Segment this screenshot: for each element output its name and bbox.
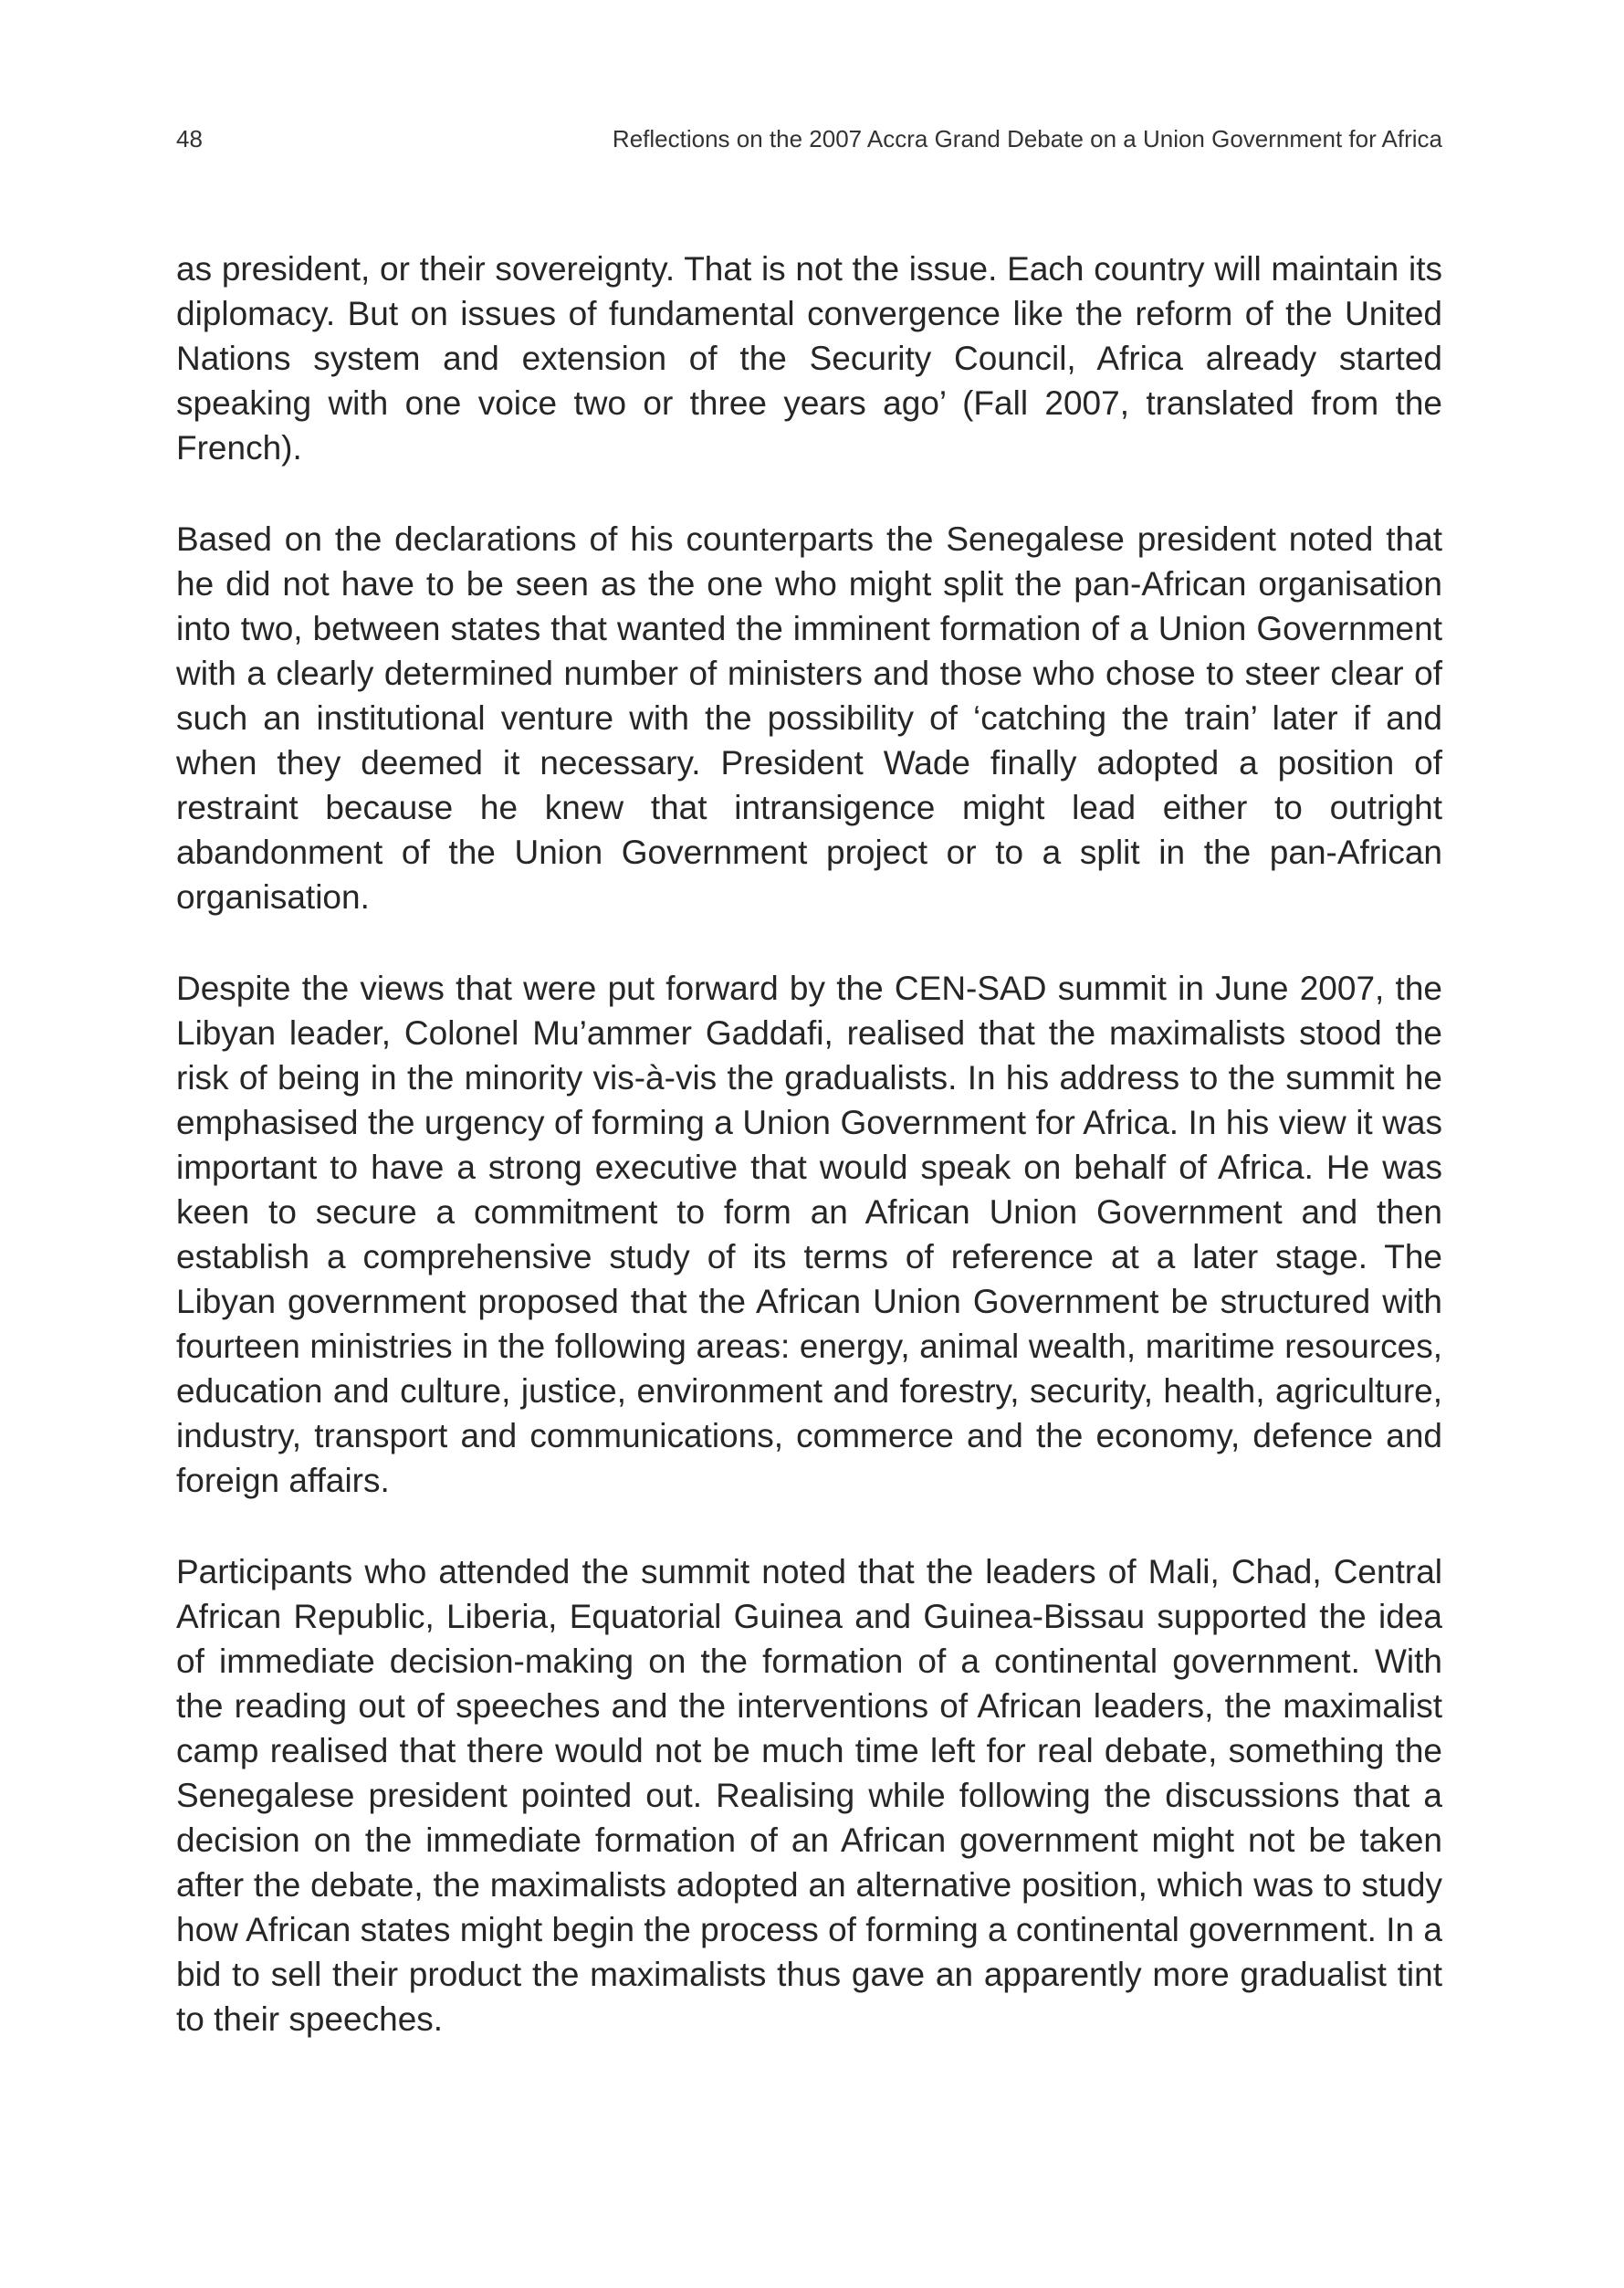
page-number: 48 <box>176 125 203 152</box>
running-title: Reflections on the 2007 Accra Grand Debate on a Union Government for Africa <box>612 125 1442 152</box>
paragraph-2: Based on the declarations of his counterparts the Senegalese president noted that he did not have to be seen as the one who might split the pan-African organisation into two, between states that wanted the imminent formation of a Union Government with a clearly determined number of ministers and those who chose to steer clear of such an institutional venture with the possibility of ‘catching the train’ later if and when they deemed it necessary. President Wade finally adopted a position of restraint because he knew that intransigence might lead either to outright abandonment of the Union Government project or to a split in the pan-African organisation. <box>176 520 1442 916</box>
paragraph-1: as president, or their sovereignty. That is not the issue. Each country will maintain its diplomacy. But on issues of fundamental convergence like the reform of the United Nations system and extension of the Security Council, Africa already started speaking with one voice two or three years ago’ (Fall 2007, translated from the French). <box>176 250 1442 467</box>
paragraph-4: Participants who attended the summit noted that the leaders of Mali, Chad, Central African Republic, Liberia, Equatorial Guinea and Guinea-Bissau supported the idea of immediate decision-making on the formation of a continental government. With the reading out of speeches and the interventions of African leaders, the maximalist camp realised that there would not be much time left for real debate, something the Senegalese president pointed out. Realising while following the discussions that a decision on the immediate formation of an African government might not be taken after the debate, the maximalists adopted an alternative position, which was to study how African states might begin the process of forming a continental government. In a bid to sell their product the maximalists thus gave an apparently more gradualist tint to their speeches. <box>176 1553 1442 2038</box>
running-header <box>176 121 1442 157</box>
body-text <box>176 247 1442 2041</box>
paragraph-3: Despite the views that were put forward by the CEN-SAD summit in June 2007, the Libyan leader, Colonel Mu’ammer Gaddafi, realised that the maximalists stood the risk of being in the minority vis-à-vis the gradualists. In his address to the summit he emphasised the urgency of forming a Union Government for Africa. In his view it was important to have a strong executive that would speak on behalf of Africa. He was keen to secure a commitment to form an African Union Government and then establish a comprehensive study of its terms of reference at a later stage. The Libyan government proposed that the African Union Government be structured with fourteen ministries in the following areas: energy, animal wealth, maritime resources, education and culture, justice, environment and forestry, security, health, agriculture, industry, transport and communications, commerce and the economy, defence and foreign affairs. <box>176 970 1442 1499</box>
